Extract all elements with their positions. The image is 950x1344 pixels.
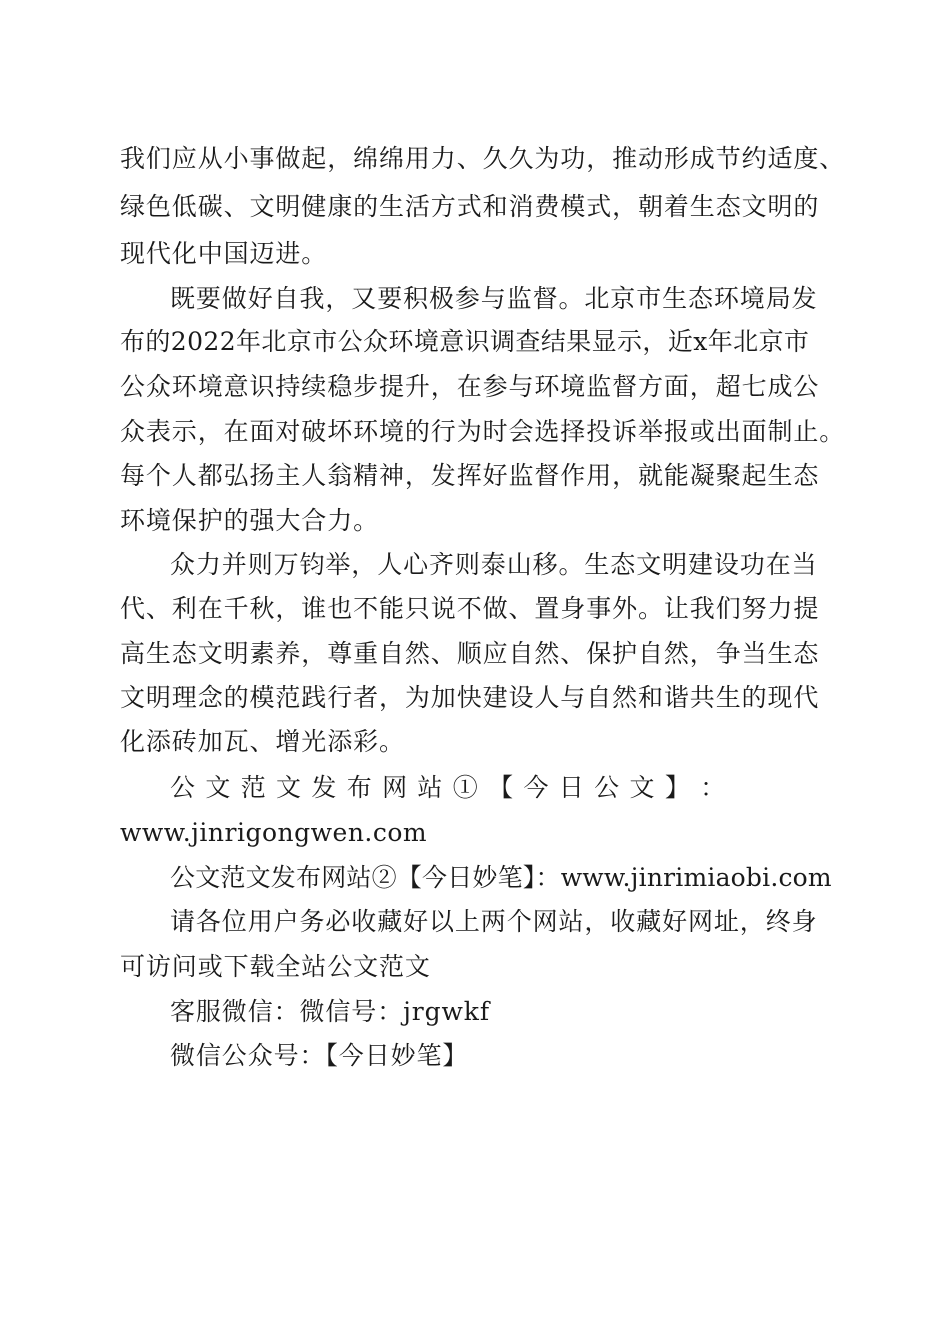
paragraph-3-line-5: 化添砖加瓦、增光添彩。 xyxy=(120,727,405,756)
paragraph-2-line-3: 公众环境意识持续稳步提升，在参与环境监督方面，超七成公 xyxy=(120,372,820,401)
website-1-url[interactable]: www.jinrigongwen.com xyxy=(120,818,428,847)
paragraph-2-line-4: 众表示，在面对破坏环境的行为时会选择投诉举报或出面制止。 xyxy=(120,417,846,446)
paragraph-3-line-3: 高生态文明素养，尊重自然、顺应自然、保护自然，争当生态 xyxy=(120,639,820,668)
paragraph-1-line-1: 我们应从小事做起，绵绵用力、久久为功，推动形成节约适度、 xyxy=(120,144,846,173)
notice-line-1: 请各位用户务必收藏好以上两个网站，收藏好网址，终身 xyxy=(170,907,818,936)
paragraph-3-line-4: 文明理念的模范践行者，为加快建设人与自然和谐共生的现代 xyxy=(120,683,820,712)
website-2-line[interactable]: 公文范文发布网站②【今日妙笔】：www.jinrimiaobi.com xyxy=(170,863,832,892)
customer-service-wechat: 客服微信：微信号：jrgwkf xyxy=(170,997,491,1026)
wechat-official-account: 微信公众号：【今日妙笔】 xyxy=(170,1041,469,1070)
paragraph-2-line-1: 既要做好自我，又要积极参与监督。北京市生态环境局发 xyxy=(170,284,818,313)
notice-line-2: 可访问或下载全站公文范文 xyxy=(120,952,431,981)
paragraph-3-line-1: 众力并则万钧举，人心齐则泰山移。生态文明建设功在当 xyxy=(170,550,818,579)
website-1-label: 公 文 范 文 发 布 网 站 ① 【 今 日 公 文 】 ： xyxy=(170,773,727,802)
paragraph-3-line-2: 代、利在千秋，谁也不能只说不做、置身事外。让我们努力提 xyxy=(120,594,820,623)
paragraph-2-line-2: 布的2022年北京市公众环境意识调查结果显示，近x年北京市 xyxy=(120,327,810,356)
paragraph-2-line-6: 环境保护的强大合力。 xyxy=(120,506,380,535)
paragraph-2-line-5: 每个人都弘扬主人翁精神，发挥好监督作用，就能凝聚起生态 xyxy=(120,461,820,490)
paragraph-1-line-3: 现代化中国迈进。 xyxy=(120,239,328,268)
paragraph-1-line-2: 绿色低碳、文明健康的生活方式和消费模式，朝着生态文明的 xyxy=(120,192,820,221)
